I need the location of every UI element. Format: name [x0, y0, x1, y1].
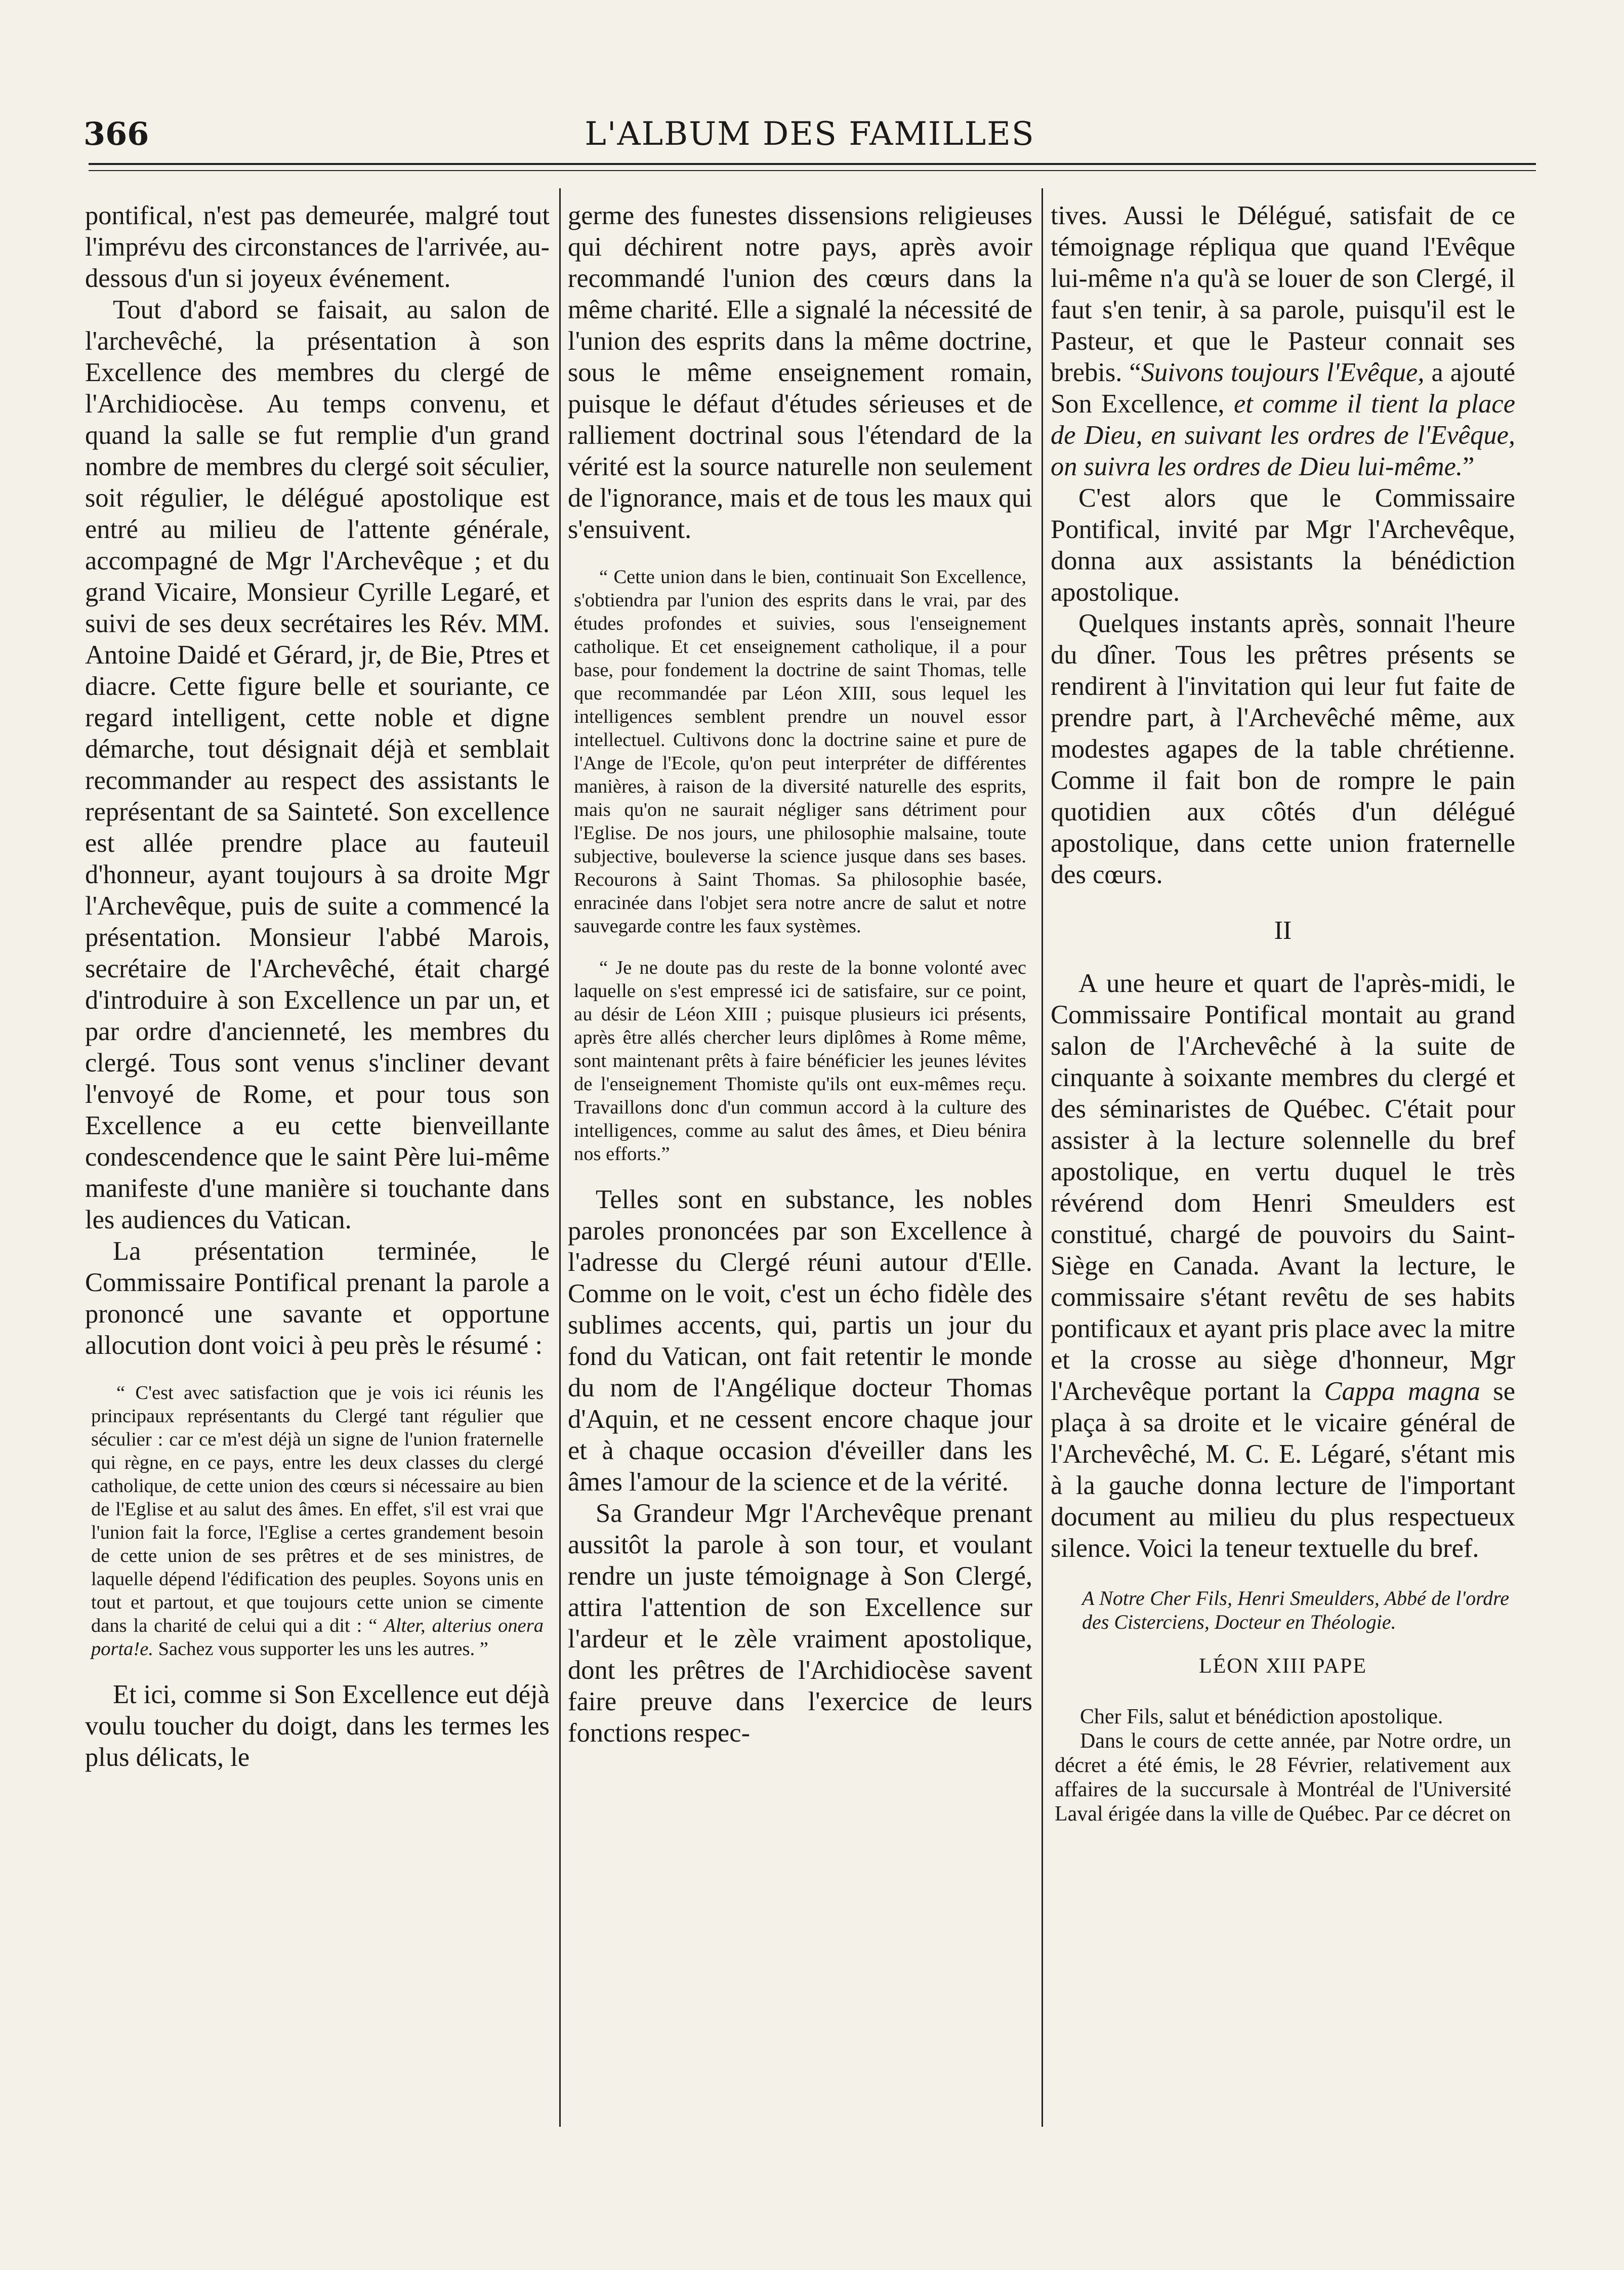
paragraph: Tout d'abord se faisait, au salon de l'archevêché, la présentation à son Excellence des membres du clergé de l'Archidiocèse. Au temps convenu, et quand la salle se fut remplie d'un grand nombre de membres du clergé soit séculier, soit régulier, le délégué apostolique est entré au milieu de l'attente générale, accompagné de Mgr l'Archevêque ; et du grand Vicaire, Monsieur Cyrille Legaré, et suivi de ses deux secrétaires les Rév. MM. Antoine Daidé et Gérard, jr, de Bie, Ptres et diacre. Cette figure belle et souriante, ce regard intelligent, cette noble et digne démarche, tout désignait déjà et semblait recommander au respect des assistants le représentant de sa Sainteté. Son excellence est allée prendre place au fauteuil d'honneur, ayant toujours à sa droite Mgr l'Archevêque, puis de suite a commencé la présentation. Monsieur l'abbé Marois, secrétaire de l'Archevêché, était chargé d'introduire à son Excellence un par un, et par ordre d'ancienneté, les membres du clergé. Tous sont venus s'incliner devant l'envoyé de Rome, et pour tous son Excellence a eu cette bienveillante condescendence que le saint Père lui-même manifeste d'une manière si touchante dans les audiences du Vatican. [85, 295, 550, 1234]
brief-author: LÉON XIII PAPE [1198, 1655, 1367, 1678]
italic-quote: et comme il tient la place de Dieu, en suivant les ordres de l'Evêque, on suivra les ordres de Dieu lui-même. [1051, 389, 1515, 481]
paragraph: La présentation terminée, le Commissaire Pontifical prenant la parole a prononcé une savante et opportune allocution dont voici à peu près le résumé : [85, 1236, 550, 1360]
paragraph-text: A une heure et quart de l'après-midi, le Commissaire Pontifical montait au grand salon de l'Archevêché à la suite de cinquante à soixante membres du clergé et des séminaristes de Québec. C'était pour assister à la lecture solennelle du bref apostolique, en vertu duquel le très révérend dom Henri Smeulders est constitué, chargé de pouvoirs du Saint-Siège en Canada. Avant la lecture, le commissaire s'étant revêtu de ses habits pontificaux et ayant pris place avec la mitre et la crosse au siège d'honneur, Mgr l'Archevêque portant la [1051, 969, 1515, 1406]
paragraph-text: tives. Aussi le Délégué, satisfait de ce témoignage répliqua que quand l'Evêque lui-même n'a qu'à se louer de son Clergé, il faut s'en tenir, à sa parole, puisqu'il est le Pasteur, et que le Pasteur connait ses brebis. “ [1051, 201, 1515, 387]
paragraph-text: ” [1463, 452, 1475, 481]
paragraph: Telles sont en substance, les nobles paroles prononcées par son Excellence à l'adresse du Clergé réuni autour d'Elle. Comme on le voit, c'est un écho fidèle des sublimes accents, qui, partis un jour du fond du Vatican, ont fait retentir le monde du nom de l'Angélique docteur Thomas d'Aquin, et ne cessent encore chaque jour et à chaque occasion d'éveiller dans les âmes l'amour de la science et de la vérité. [568, 1185, 1032, 1497]
column-1 [85, 200, 550, 2123]
brief-address: A Notre Cher Fils, Henri Smeulders, Abbé de l'ordre des Cisterciens, Docteur en Théologie. [1082, 1587, 1509, 1633]
brief-text: Dans le cours de cette année, par Notre ordre, un décret a été émis, le 28 Février, relativement aux affaires de la succursale à Montréal de l'Université Laval érigée dans la ville de Québec. Par ce décret on [1055, 1729, 1511, 1826]
column-divider-1 [559, 188, 561, 2127]
paragraph: Quelques instants après, sonnait l'heure du dîner. Tous les prêtres présents se rendirent à l'invitation qui leur fut faite de prendre part, à l'Archevêché même, aux modestes agapes de la table chrétienne. Comme il fait bon de rompre le pain quotidien aux côtés d'un délégué apostolique, dans cette union fraternelle des cœurs. [1051, 609, 1515, 889]
italic-term: Cappa magna [1324, 1377, 1480, 1406]
quote-text: “ C'est avec satisfaction que je vois ici réunis les principaux représentants du Clergé tant régulier que séculier : car ce m'est déjà un signe de l'union fraternelle qui règne, en ce pays, entre les deux classes du clergé catholique, de cette union des cœurs si nécessaire au bien de l'Eglise et au salut des âmes. En effet, s'il est vrai que l'union fait la force, l'Eglise a certes grandement besoin de cette union de ses prêtres et de ses ministres, de laquelle dépend l'édification des peuples. Soyons unis en tout et partout, et que toujours cette union se cimente dans la charité de celui qui a dit : “ [91, 1382, 544, 1636]
paragraph: C'est alors que le Commissaire Pontifical, invité par Mgr l'Archevêque, donna aux assistants la bénédiction apostolique. [1051, 483, 1515, 607]
column-2 [568, 200, 1032, 2123]
page-number: 366 [84, 115, 149, 152]
paragraph: Sa Grandeur Mgr l'Archevêque prenant aussitôt la parole à son tour, et voulant rendre un juste témoignage à Son Clergé, attira l'attention de son Excellence sur l'ardeur et le zèle vraiment apostolique, dont les prêtres de l'Archidiocèse savent faire preuve dans l'exercice de leurs fonctions respec- [568, 1499, 1032, 1748]
paragraph-text: a ajouté Son Excellence, [1051, 358, 1515, 419]
quoted-allocution: “ Je ne doute pas du reste de la bonne volonté avec laquelle on s'est empressé ici de satisfaire, sur ce point, au désir de Léon XIII ; puisque plusieurs ici présents, après être allés chercher leurs diplômes à Rome même, sont maintenant prêts à faire bénéficier les jeunes lévites de l'enseignement Thomiste qu'ils ont eux-mêmes reçu. Travaillons donc d'un commun accord à la culture des intelligences, comme au salut des âmes, et Dieu bénira nos efforts.” [574, 957, 1026, 1165]
paragraph-text: se plaça à sa droite et le vicaire général de l'Archevêché, M. C. E. Légaré, s'étant mis à la gauche donna lecture de l'important document au milieu du plus respectueux silence. Voici la teneur textuelle du bref. [1051, 1377, 1515, 1563]
paragraph: Et ici, comme si Son Excellence eut déjà voulu toucher du doigt, dans les termes les plus délicats, le [85, 1680, 550, 1772]
italic-quote: Suivons toujours l'Evêque, [1141, 358, 1425, 387]
paragraph [1051, 200, 1515, 482]
quote-text: Sachez vous supporter les uns les autres. ” [158, 1638, 488, 1660]
paragraph: germe des funestes dissensions religieuses qui déchirent notre pays, après avoir recommandé l'union des cœurs dans la même charité. Elle a signalé la nécessité de l'union des esprits dans la même doctrine, sous le même enseignement romain, puisque le défaut d'études sérieuses et de ralliement doctrinal sous l'étendard de la vérité est la source naturelle non seulement de l'ignorance, mais et de tous les maux qui s'ensuivent. [568, 201, 1032, 544]
column-3 [1051, 200, 1515, 2123]
quoted-allocution: “ Cette union dans le bien, continuait Son Excellence, s'obtiendra par l'union des esprits dans le vrai, par des études profondes et suivies, sous l'enseignement catholique. Et cet enseignement catholique, il a pour base, pour fondement la doctrine de saint Thomas, telle que recommandée par Léon XIII, sous lequel les intelligences semblent prendre un nouvel essor intellectuel. Cultivons donc la doctrine saine et pure de l'Ange de l'Ecole, qu'on peut interpréter de différentes manières, à raison de la diversité naturelle des esprits, mais qu'on ne saurait négliger sans détriment pour l'Eglise. De nos jours, une philosophie malsaine, toute subjective, bouleverse la science jusque dans ses bases. Recourons à Saint Thomas. Sa philosophie basée, enracinée dans l'objet sera notre ancre de salut et notre sauvegarde contre les faux systèmes. [574, 566, 1026, 937]
brief-text: Cher Fils, salut et bénédiction apostolique. [1080, 1705, 1443, 1728]
latin-quote: Alter, alterius onera porta!e. [91, 1615, 544, 1660]
paragraph: pontifical, n'est pas demeurée, malgré tout l'imprévu des circonstances de l'arrivée, au-dessous d'un si joyeux événement. [85, 201, 550, 293]
quoted-allocution [91, 1381, 544, 1661]
header-rule-thick [89, 163, 1536, 165]
column-divider-2 [1042, 188, 1043, 2127]
running-title: L'ALBUM DES FAMILLES [585, 115, 1035, 153]
header-rule-thin [89, 170, 1536, 171]
page-header [84, 115, 1536, 151]
section-number: II [1274, 916, 1292, 945]
paragraph [1051, 968, 1515, 1564]
